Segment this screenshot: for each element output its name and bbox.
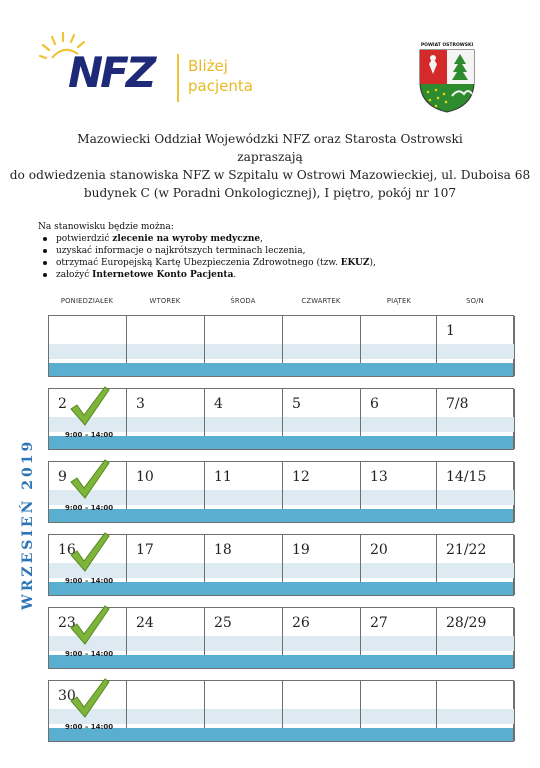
opening-hours: 9:00 – 14:00: [65, 650, 114, 658]
offer-item: uzyskać informacje o najkrótszych terminach leczenia,: [42, 245, 376, 257]
offer-item: otrzymać Europejską Kartę Ubezpieczenia Zdrowotnego (tzw. EKUZ),: [42, 257, 376, 269]
day-number: 27: [370, 615, 388, 631]
offer-section: [38, 221, 376, 281]
cell-shade: [283, 563, 360, 578]
opening-hours: 9:00 – 14:00: [65, 431, 114, 439]
slogan-line-1: Bliżej: [188, 57, 228, 75]
cell-shade: [127, 563, 204, 578]
cell-shade: [361, 417, 436, 432]
day-number: 11: [214, 469, 232, 485]
cell-shade: [361, 490, 436, 505]
nfz-logo: [38, 28, 278, 108]
week-bar: [49, 436, 513, 449]
intro-line-3: do odwiedzenia stanowiska NFZ w Szpitalu w Ostrowi Mazowieckiej, ul. Duboisa 68: [9, 168, 531, 182]
day-header-friday: PIĄTEK: [386, 297, 412, 305]
cell-shade: [127, 344, 204, 359]
day-number: 19: [292, 542, 310, 558]
cell-shade: [283, 709, 360, 724]
calendar-week: [48, 607, 514, 669]
day-number: 24: [136, 615, 154, 631]
cell-shade: [205, 344, 282, 359]
cell-shade: [437, 709, 514, 724]
week-bar: [49, 582, 513, 595]
intro-line-1: Mazowiecki Oddział Wojewódzki NFZ oraz Starosta Ostrowski: [77, 132, 463, 146]
day-number: 7/8: [446, 396, 469, 412]
cell-shade: [205, 417, 282, 432]
day-number: 17: [136, 542, 154, 558]
day-number: 3: [136, 396, 145, 412]
cell-shade: [127, 417, 204, 432]
slogan-line-2: pacjenta: [188, 77, 253, 95]
county-crest-icon: [418, 44, 476, 114]
cell-shade: [437, 636, 514, 651]
checkmark-icon: [67, 675, 111, 719]
cell-shade: [205, 563, 282, 578]
cell-shade: [437, 417, 514, 432]
cell-shade: [361, 709, 436, 724]
cell-shade: [127, 490, 204, 505]
cell-shade: [49, 344, 126, 359]
checkmark-icon: [67, 456, 111, 500]
cell-shade: [437, 344, 514, 359]
day-header-monday: PONIEDZIAŁEK: [60, 297, 114, 305]
day-header-tuesday: WTOREK: [149, 297, 181, 305]
cell-shade: [283, 417, 360, 432]
day-number: 30: [58, 688, 76, 704]
offer-item: założyć Internetowe Konto Pacjenta.: [42, 269, 376, 281]
day-number: 12: [292, 469, 310, 485]
week-bar: [49, 509, 513, 522]
week-bar: [49, 363, 513, 376]
day-number: 5: [292, 396, 301, 412]
opening-hours: 9:00 – 14:00: [65, 723, 114, 731]
cell-shade: [361, 563, 436, 578]
calendar-week: [48, 388, 514, 450]
day-number: 2: [58, 396, 67, 412]
day-number: 18: [214, 542, 232, 558]
cell-shade: [205, 709, 282, 724]
day-number: 1: [446, 323, 455, 339]
day-number: 16: [58, 542, 76, 558]
logo-text: NFZ: [68, 48, 154, 97]
day-number: 10: [136, 469, 154, 485]
day-number: 21/22: [446, 542, 487, 558]
day-number: 9: [58, 469, 67, 485]
calendar-week: [48, 315, 514, 377]
cell-shade: [205, 490, 282, 505]
offer-list: [42, 233, 376, 281]
checkmark-icon: [67, 383, 111, 427]
day-number: 20: [370, 542, 388, 558]
calendar-week: [48, 461, 514, 523]
calendar-week: [48, 680, 514, 742]
cell-shade: [127, 636, 204, 651]
cell-shade: [437, 563, 514, 578]
cell-shade: [283, 636, 360, 651]
logo-divider: [177, 54, 179, 102]
day-number: 26: [292, 615, 310, 631]
week-bar: [49, 655, 513, 668]
day-number: 23: [58, 615, 76, 631]
slogan: [188, 56, 253, 96]
checkmark-icon: [67, 602, 111, 646]
day-number: 6: [370, 396, 379, 412]
cell-shade: [127, 709, 204, 724]
cell-shade: [205, 636, 282, 651]
day-number: 28/29: [446, 615, 487, 631]
day-number: 13: [370, 469, 388, 485]
cell-shade: [437, 490, 514, 505]
intro-line-4: budynek C (w Poradni Onkologicznej), I piętro, pokój nr 107: [83, 186, 457, 200]
offer-heading: Na stanowisku będzie można:: [38, 222, 174, 232]
day-header-thursday: CZWARTEK: [301, 297, 341, 305]
offer-item: potwierdzić zlecenie na wyroby medyczne,: [42, 233, 376, 245]
intro-line-2: zapraszają: [237, 150, 303, 164]
cell-shade: [283, 490, 360, 505]
day-headers: [48, 297, 514, 311]
opening-hours: 9:00 – 14:00: [65, 504, 114, 512]
day-number: 25: [214, 615, 232, 631]
crest-caption: POWIAT OSTROWSKI: [420, 43, 474, 48]
day-header-weekend: SO/N: [466, 297, 484, 305]
opening-hours: 9:00 – 14:00: [65, 577, 114, 585]
month-label: WRZESIEŃ 2019: [20, 438, 36, 610]
cell-shade: [283, 344, 360, 359]
checkmark-icon: [67, 529, 111, 573]
calendar-week: [48, 534, 514, 596]
day-number: 4: [214, 396, 223, 412]
cell-shade: [361, 344, 436, 359]
day-number: 14/15: [446, 469, 487, 485]
cell-shade: [361, 636, 436, 651]
week-bar: [49, 728, 513, 741]
day-header-wednesday: ŚRODA: [230, 297, 256, 305]
